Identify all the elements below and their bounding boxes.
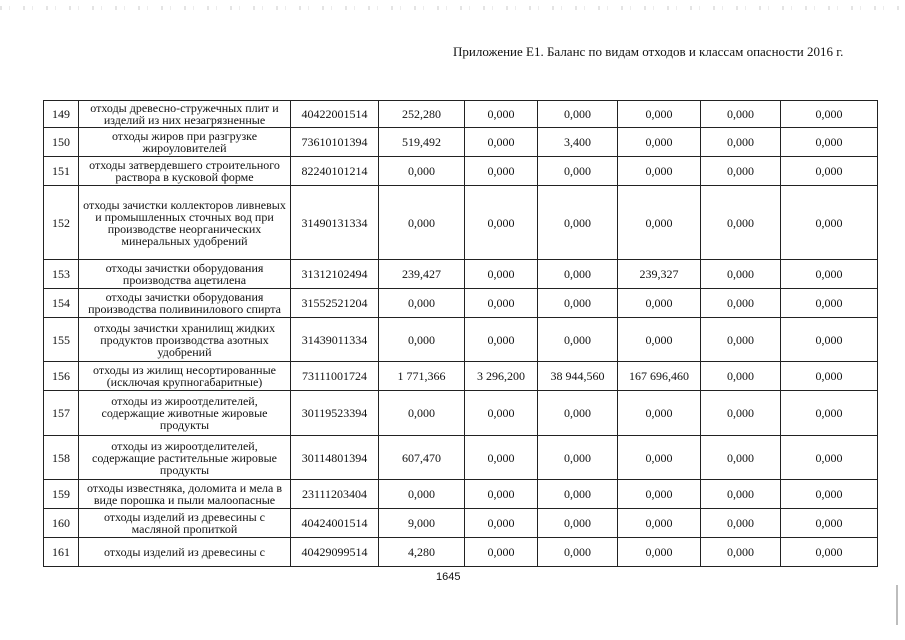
value-cell: 0,000 bbox=[538, 480, 618, 509]
value-cell: 0,000 bbox=[538, 260, 618, 289]
value-cell: 0,000 bbox=[781, 128, 878, 157]
row-number: 158 bbox=[44, 436, 79, 480]
value-cell: 0,000 bbox=[465, 260, 538, 289]
scan-noise-strip bbox=[0, 6, 905, 10]
value-cell: 0,000 bbox=[781, 436, 878, 480]
value-cell: 0,000 bbox=[538, 391, 618, 436]
value-cell: 0,000 bbox=[781, 260, 878, 289]
value-cell: 0,000 bbox=[781, 480, 878, 509]
value-cell: 0,000 bbox=[465, 538, 538, 567]
row-number: 153 bbox=[44, 260, 79, 289]
table-row bbox=[44, 128, 878, 157]
value-cell: 607,470 bbox=[379, 436, 465, 480]
table-row bbox=[44, 480, 878, 509]
value-cell: 4,280 bbox=[379, 538, 465, 567]
scan-edge-mark bbox=[896, 585, 898, 625]
value-cell: 519,492 bbox=[379, 128, 465, 157]
value-cell: 0,000 bbox=[618, 318, 701, 362]
value-cell: 0,000 bbox=[538, 538, 618, 567]
value-cell: 0,000 bbox=[538, 157, 618, 186]
value-cell: 0,000 bbox=[618, 128, 701, 157]
table-row bbox=[44, 260, 878, 289]
row-number: 149 bbox=[44, 101, 79, 128]
waste-code: 30119523394 bbox=[291, 391, 379, 436]
value-cell: 0,000 bbox=[618, 157, 701, 186]
table-row bbox=[44, 436, 878, 480]
table-row bbox=[44, 362, 878, 391]
value-cell: 0,000 bbox=[465, 186, 538, 260]
waste-code: 40422001514 bbox=[291, 101, 379, 128]
value-cell: 0,000 bbox=[781, 186, 878, 260]
value-cell: 0,000 bbox=[618, 289, 701, 318]
value-cell: 0,000 bbox=[701, 260, 781, 289]
value-cell: 0,000 bbox=[781, 509, 878, 538]
value-cell: 3,400 bbox=[538, 128, 618, 157]
value-cell: 0,000 bbox=[538, 289, 618, 318]
value-cell: 0,000 bbox=[701, 318, 781, 362]
table-row bbox=[44, 289, 878, 318]
table-row bbox=[44, 391, 878, 436]
value-cell: 0,000 bbox=[379, 318, 465, 362]
page-number: 1645 bbox=[436, 571, 461, 583]
value-cell: 0,000 bbox=[701, 480, 781, 509]
waste-name: отходы изделий из древесины с bbox=[79, 538, 291, 567]
value-cell: 0,000 bbox=[701, 436, 781, 480]
row-number: 156 bbox=[44, 362, 79, 391]
value-cell: 0,000 bbox=[701, 128, 781, 157]
value-cell: 0,000 bbox=[465, 289, 538, 318]
value-cell: 0,000 bbox=[701, 186, 781, 260]
value-cell: 0,000 bbox=[618, 538, 701, 567]
value-cell: 0,000 bbox=[538, 509, 618, 538]
waste-code: 73111001724 bbox=[291, 362, 379, 391]
value-cell: 0,000 bbox=[781, 101, 878, 128]
waste-code: 73610101394 bbox=[291, 128, 379, 157]
table-row bbox=[44, 101, 878, 128]
value-cell: 0,000 bbox=[618, 509, 701, 538]
waste-name: отходы известняка, доломита и мела в виде порошка и пыли малоопасные bbox=[79, 480, 291, 509]
value-cell: 0,000 bbox=[465, 391, 538, 436]
waste-name: отходы зачистки хранилищ жидких продуктов производства азотных удобрений bbox=[79, 318, 291, 362]
row-number: 151 bbox=[44, 157, 79, 186]
row-number: 161 bbox=[44, 538, 79, 567]
waste-name: отходы из жироотделителей, содержащие растительные жировые продукты bbox=[79, 436, 291, 480]
value-cell: 0,000 bbox=[781, 318, 878, 362]
waste-name: отходы изделий из древесины с масляной пропиткой bbox=[79, 509, 291, 538]
value-cell: 0,000 bbox=[379, 289, 465, 318]
value-cell: 0,000 bbox=[465, 318, 538, 362]
value-cell: 0,000 bbox=[618, 436, 701, 480]
waste-code: 23111203404 bbox=[291, 480, 379, 509]
table-row bbox=[44, 186, 878, 260]
value-cell: 0,000 bbox=[701, 289, 781, 318]
value-cell: 0,000 bbox=[618, 480, 701, 509]
row-number: 155 bbox=[44, 318, 79, 362]
value-cell: 0,000 bbox=[379, 480, 465, 509]
waste-code: 31490131334 bbox=[291, 186, 379, 260]
waste-code: 40424001514 bbox=[291, 509, 379, 538]
waste-code: 31552521204 bbox=[291, 289, 379, 318]
value-cell: 0,000 bbox=[538, 318, 618, 362]
value-cell: 0,000 bbox=[379, 157, 465, 186]
waste-code: 30114801394 bbox=[291, 436, 379, 480]
waste-code: 31312102494 bbox=[291, 260, 379, 289]
value-cell: 0,000 bbox=[701, 362, 781, 391]
value-cell: 0,000 bbox=[465, 480, 538, 509]
value-cell: 0,000 bbox=[701, 509, 781, 538]
table-row bbox=[44, 318, 878, 362]
value-cell: 0,000 bbox=[781, 362, 878, 391]
waste-name: отходы зачистки оборудования производства поливинилового спирта bbox=[79, 289, 291, 318]
row-number: 150 bbox=[44, 128, 79, 157]
waste-code: 31439011334 bbox=[291, 318, 379, 362]
row-number: 154 bbox=[44, 289, 79, 318]
value-cell: 0,000 bbox=[538, 436, 618, 480]
row-number: 159 bbox=[44, 480, 79, 509]
waste-code: 82240101214 bbox=[291, 157, 379, 186]
page-title: Приложение Е1. Баланс по видам отходов и классам опасности 2016 г. bbox=[453, 44, 844, 59]
value-cell: 0,000 bbox=[701, 391, 781, 436]
value-cell: 0,000 bbox=[379, 186, 465, 260]
value-cell: 0,000 bbox=[781, 289, 878, 318]
value-cell: 0,000 bbox=[465, 128, 538, 157]
value-cell: 239,327 bbox=[618, 260, 701, 289]
value-cell: 1 771,366 bbox=[379, 362, 465, 391]
value-cell: 0,000 bbox=[701, 101, 781, 128]
waste-name: отходы зачистки коллекторов ливневых и промышленных сточных вод при производстве неорганических минеральных удобрений bbox=[79, 186, 291, 260]
table-row bbox=[44, 538, 878, 567]
value-cell: 0,000 bbox=[701, 157, 781, 186]
table-row bbox=[44, 509, 878, 538]
waste-name: отходы зачистки оборудования производства ацетилена bbox=[79, 260, 291, 289]
waste-name: отходы древесно-стружечных плит и изделий из них незагрязненные bbox=[79, 101, 291, 128]
value-cell: 0,000 bbox=[465, 157, 538, 186]
waste-code: 40429099514 bbox=[291, 538, 379, 567]
value-cell: 0,000 bbox=[538, 101, 618, 128]
value-cell: 0,000 bbox=[701, 538, 781, 567]
value-cell: 0,000 bbox=[781, 391, 878, 436]
value-cell: 0,000 bbox=[465, 101, 538, 128]
value-cell: 252,280 bbox=[379, 101, 465, 128]
row-number: 160 bbox=[44, 509, 79, 538]
waste-name: отходы из жилищ несортированные (исключая крупногабаритные) bbox=[79, 362, 291, 391]
value-cell: 0,000 bbox=[465, 509, 538, 538]
row-number: 152 bbox=[44, 186, 79, 260]
waste-name: отходы жиров при разгрузке жироуловителей bbox=[79, 128, 291, 157]
value-cell: 0,000 bbox=[781, 538, 878, 567]
waste-name: отходы затвердевшего строительного раствора в кусковой форме bbox=[79, 157, 291, 186]
value-cell: 239,427 bbox=[379, 260, 465, 289]
value-cell: 0,000 bbox=[538, 186, 618, 260]
value-cell: 3 296,200 bbox=[465, 362, 538, 391]
value-cell: 9,000 bbox=[379, 509, 465, 538]
row-number: 157 bbox=[44, 391, 79, 436]
value-cell: 0,000 bbox=[781, 157, 878, 186]
table-row bbox=[44, 157, 878, 186]
waste-name: отходы из жироотделителей, содержащие животные жировые продукты bbox=[79, 391, 291, 436]
waste-balance-table bbox=[43, 100, 878, 567]
value-cell: 0,000 bbox=[379, 391, 465, 436]
value-cell: 38 944,560 bbox=[538, 362, 618, 391]
value-cell: 0,000 bbox=[618, 101, 701, 128]
value-cell: 0,000 bbox=[618, 186, 701, 260]
value-cell: 0,000 bbox=[618, 391, 701, 436]
value-cell: 167 696,460 bbox=[618, 362, 701, 391]
value-cell: 0,000 bbox=[465, 436, 538, 480]
